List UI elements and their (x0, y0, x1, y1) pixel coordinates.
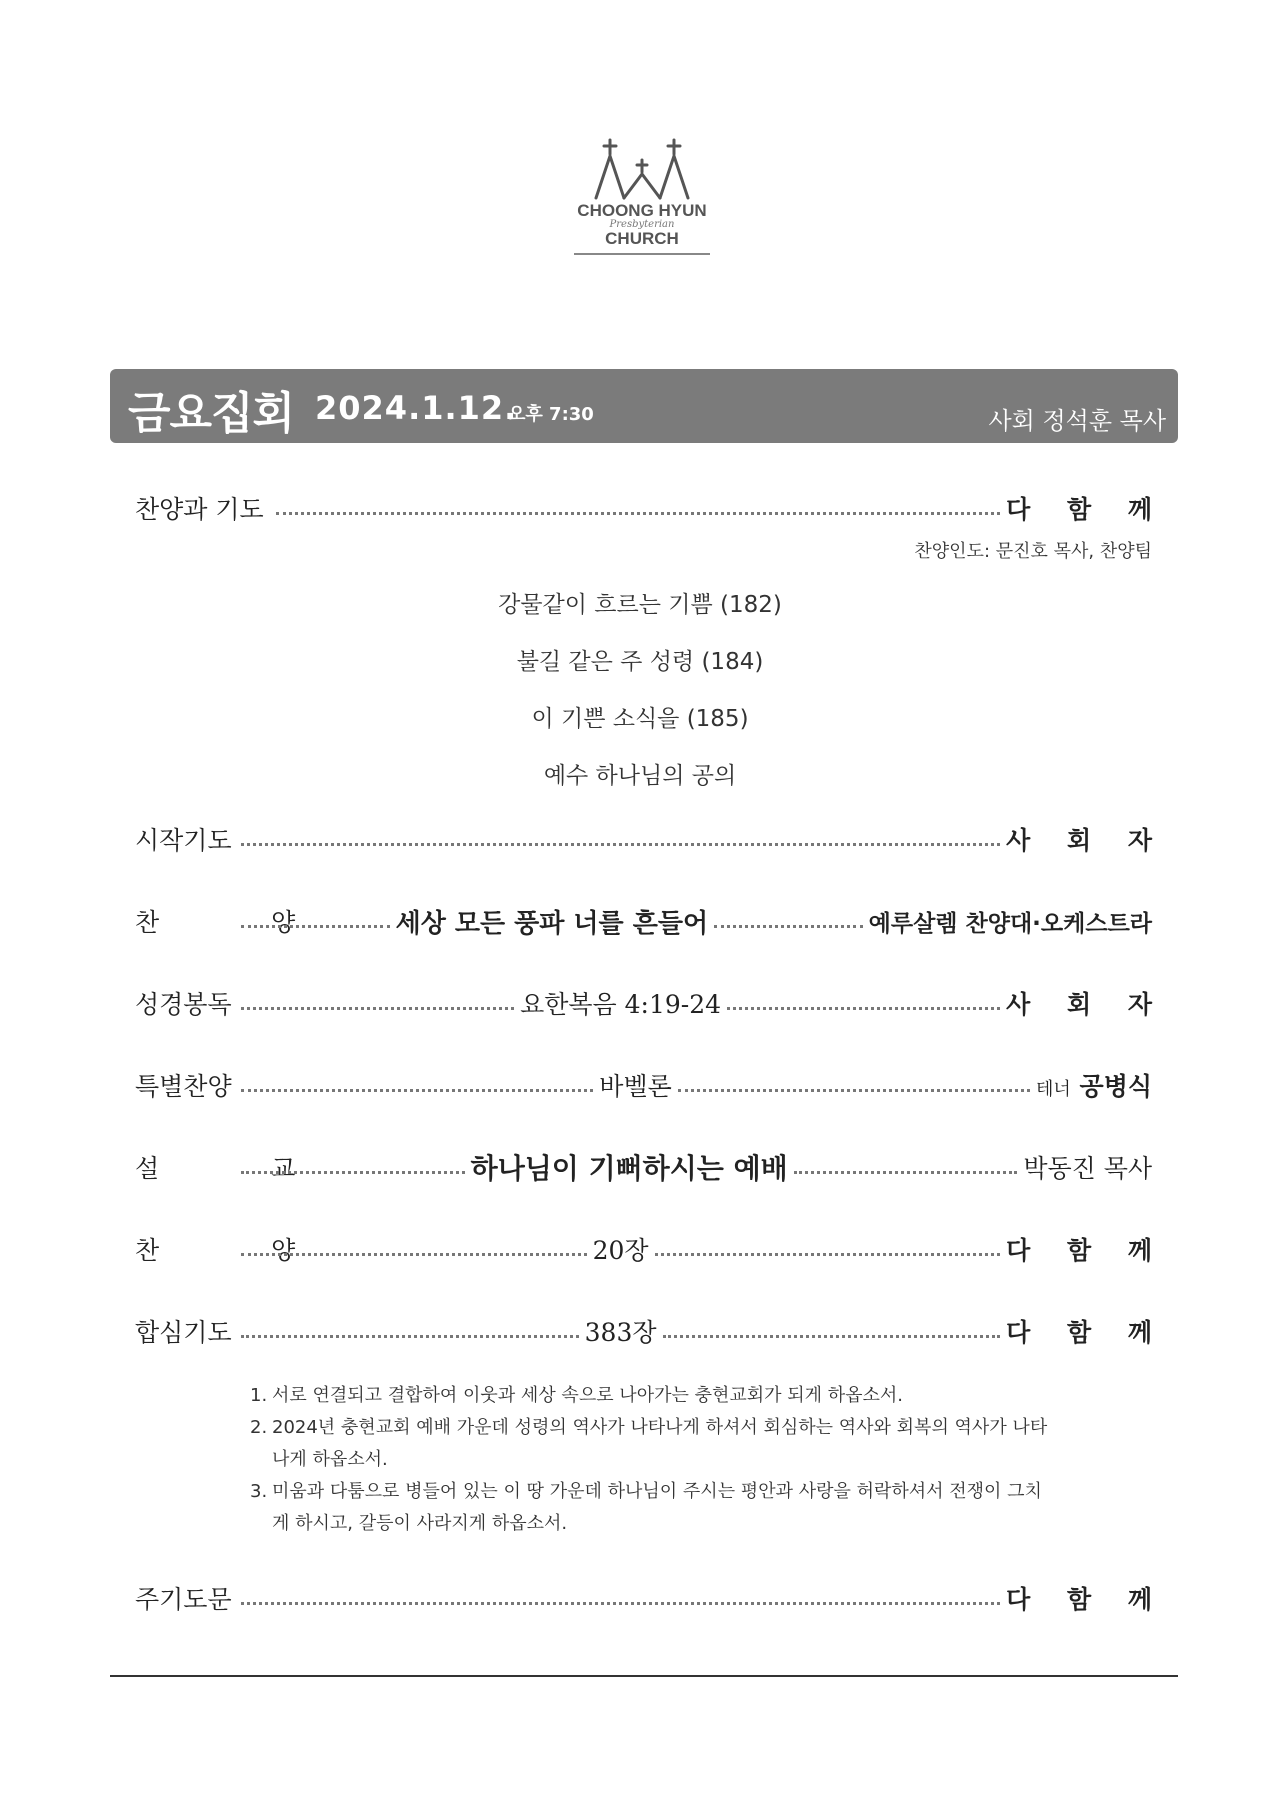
order-performer: 다 함 께 (1006, 1318, 1167, 1347)
bottom-divider (110, 1675, 1178, 1677)
order-title: 383장 (584, 1318, 657, 1347)
worship-leader-note: 찬양인도: 문진호 목사, 찬양팀 (914, 541, 1152, 562)
prayer-topic (250, 1412, 1050, 1476)
order-label: 설 교 (135, 1154, 348, 1183)
service-time: 오후 7:30 (508, 404, 594, 425)
dot-leader (276, 512, 1000, 515)
order-performer: 사 회 자 (1006, 990, 1166, 1019)
prayer-number: 1. (250, 1385, 268, 1406)
order-label: 합심기도 (135, 1318, 232, 1347)
service-date: 2024.1.12. (315, 389, 518, 427)
dot-leader (241, 1602, 1000, 1605)
order-label: 찬양과 기도 (135, 495, 264, 524)
prayer-text: 미움과 다툼으로 병들어 있는 이 땅 가운데 하나님이 주시는 평안과 사랑을 허락하셔서 전쟁이 그치게 하시고, 갈등이 사라지게 하옵소서. (272, 1481, 1042, 1534)
dot-leader (241, 925, 390, 928)
prayer-text: 2024년 충현교회 예배 가운데 성령의 역사가 나타나게 하셔서 회심하는 역사와 회복의 역사가 나타나게 하옵소서. (272, 1417, 1048, 1470)
order-label: 성경봉독 (135, 990, 232, 1019)
prayer-number: 2. (250, 1417, 268, 1438)
logo-divider (574, 253, 710, 255)
dot-leader (241, 1007, 514, 1010)
order-row-choir-anthem (135, 901, 1152, 941)
logo-text-bottom: CHURCH (605, 229, 679, 248)
dot-leader (241, 1253, 587, 1256)
order-label: 찬 양 (135, 1236, 348, 1265)
dot-leader (678, 1089, 1030, 1092)
order-performer: 공병식 (1079, 1072, 1152, 1101)
order-performer: 박동진 목사 (1023, 1154, 1153, 1183)
order-label: 시작기도 (135, 826, 232, 855)
dot-leader (241, 843, 1000, 846)
dot-leader (663, 1335, 1001, 1338)
dot-leader (241, 1089, 593, 1092)
service-title: 금요집회 (128, 388, 295, 439)
order-performer: 다 함 께 (1006, 495, 1166, 524)
church-spires-icon (582, 138, 702, 200)
dot-leader (241, 1171, 465, 1174)
order-row-special-music (135, 1065, 1152, 1105)
prayer-number: 3. (250, 1481, 268, 1502)
order-label: 특별찬양 (135, 1072, 232, 1101)
dot-leader (794, 1171, 1018, 1174)
dot-leader (714, 925, 863, 928)
order-title: 세상 모든 풍파 너를 흔들어 (395, 908, 709, 939)
dot-leader (241, 1335, 579, 1338)
service-header-band (110, 369, 1178, 443)
order-row-opening-prayer (135, 819, 1166, 859)
sermon-title: 하나님이 기뻐하시는 예배 (470, 1152, 788, 1185)
praise-song: 예수 하나님의 공의 (543, 763, 737, 789)
order-title: 20장 (592, 1236, 649, 1265)
order-performer: 다 함 께 (1006, 1236, 1167, 1265)
dot-leader (655, 1253, 1001, 1256)
church-logo (572, 138, 712, 268)
order-title: 요한복음 4:19-24 (520, 990, 722, 1019)
logo-text-middle: Presbyterian (609, 219, 675, 230)
dot-leader (727, 1007, 1000, 1010)
order-label: 주기도문 (135, 1585, 232, 1614)
prayer-topic (250, 1476, 1050, 1540)
prayer-text: 서로 연결되고 결합하여 이웃과 세상 속으로 나아가는 충현교회가 되게 하옵소서. (272, 1385, 904, 1406)
order-row-scripture-reading (135, 983, 1166, 1023)
order-row-hymn (135, 1229, 1167, 1269)
order-performer: 예루살렘 찬양대·오케스트라 (868, 910, 1153, 937)
order-title: 바벨론 (599, 1072, 672, 1101)
prayer-topic-list (250, 1380, 1050, 1540)
order-row-sermon (135, 1147, 1152, 1187)
praise-song-list (0, 585, 1280, 813)
order-label: 찬 양 (135, 908, 348, 937)
order-row-lords-prayer (135, 1578, 1166, 1618)
order-performer-role: 테너 (1036, 1079, 1071, 1100)
praise-song: 강물같이 흐르는 기쁨 (182) (498, 592, 782, 618)
order-row-praise-prayer (135, 488, 1166, 528)
prayer-topic (250, 1380, 1050, 1412)
logo-text-top: CHOONG HYUN (577, 201, 707, 220)
order-performer: 다 함 께 (1006, 1585, 1166, 1614)
praise-song: 불길 같은 주 성령 (184) (516, 649, 764, 675)
service-presider: 사회 정석훈 목사 (988, 407, 1166, 435)
order-performer: 사 회 자 (1006, 826, 1166, 855)
order-row-united-prayer (135, 1311, 1167, 1351)
praise-song: 이 기쁜 소식을 (185) (531, 706, 749, 732)
